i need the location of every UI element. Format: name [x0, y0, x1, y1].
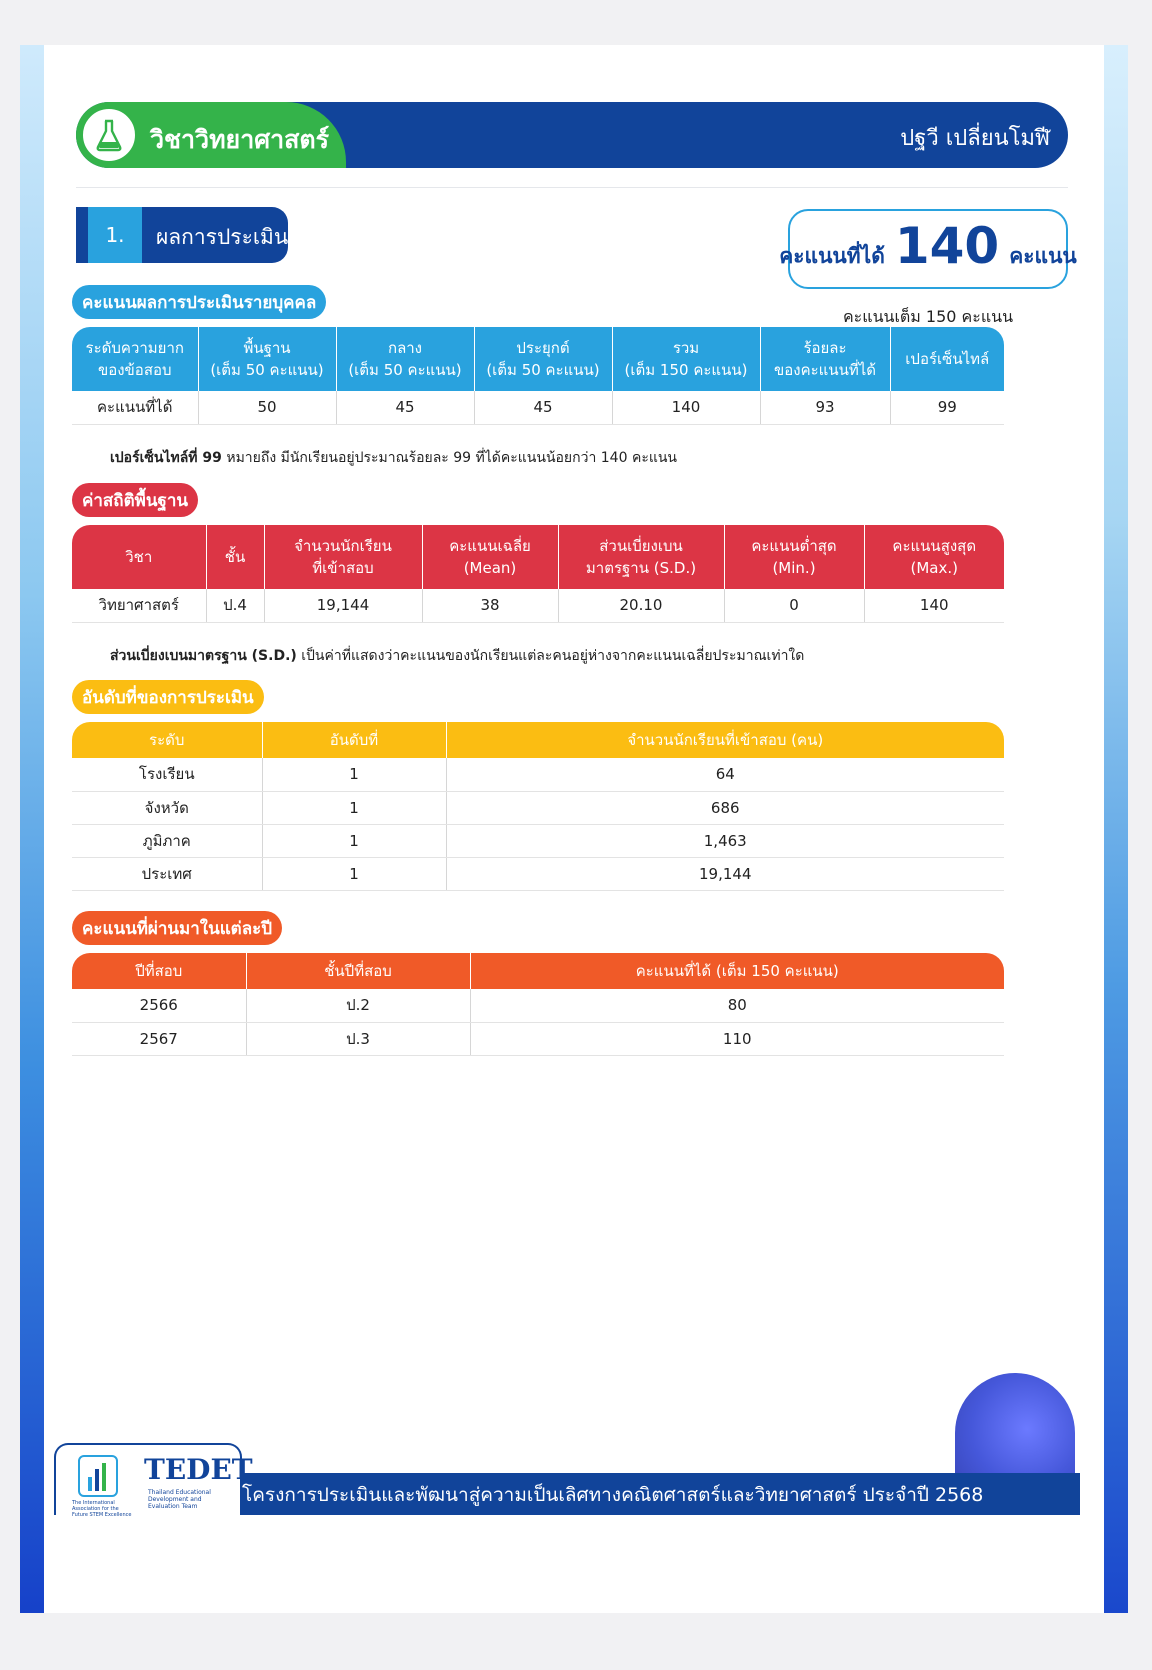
- left-decorative-rail: [20, 45, 44, 1613]
- col-header: ประยุกต์ (เต็ม 50 คะแนน): [474, 327, 612, 391]
- report-page: [20, 45, 1128, 1613]
- score-label: คะแนนที่ได้: [779, 244, 885, 268]
- table-row: 2567 ป.3 110: [72, 1022, 1004, 1055]
- right-decorative-rail: [1104, 45, 1128, 1613]
- col-header: อันดับที่: [262, 722, 446, 758]
- col-header: ระดับความยาก ของข้อสอบ: [72, 327, 198, 391]
- student-name: ปฐวี เปลี่ยนโมฬี: [900, 126, 1050, 151]
- score-value: 140: [894, 217, 1000, 275]
- full-score-note: คะแนนเต็ม 150 คะแนน: [842, 307, 1014, 326]
- col-header: วิชา: [72, 525, 206, 589]
- project-title: โครงการประเมินและพัฒนาสู่ความเป็นเลิศทางคณิตศาสตร์และวิทยาศาสตร์ ประจำปี 2568: [242, 1484, 984, 1506]
- header-divider: [76, 187, 1068, 188]
- col-header: ร้อยละ ของคะแนนที่ได้: [760, 327, 890, 391]
- percentile-note: เปอร์เซ็นไทล์ที่ 99 หมายถึง มีนักเรียนอยู่ประมาณร้อยละ 99 ที่ได้คะแนนน้อยกว่า 140 คะแนน: [110, 450, 677, 466]
- stats-heading: ค่าสถิติพื้นฐาน: [72, 483, 198, 517]
- col-header: คะแนนต่ำสุด (Min.): [724, 525, 864, 589]
- col-header: ระดับ: [72, 722, 262, 758]
- col-header: รวม (เต็ม 150 คะแนน): [612, 327, 760, 391]
- table-row: จังหวัด 1 686: [72, 791, 1004, 824]
- total-score-box: [779, 209, 1077, 289]
- table-row: โรงเรียน 1 64: [72, 758, 1004, 791]
- col-header: เปอร์เซ็นไทล์: [890, 327, 1004, 391]
- header-bar: [76, 102, 1068, 168]
- individual-score-heading: คะแนนผลการประเมินรายบุคคล: [72, 285, 326, 319]
- col-header: ชั้น: [206, 525, 264, 589]
- score-unit: คะแนน: [1009, 244, 1077, 268]
- table-row: 2566 ป.2 80: [72, 989, 1004, 1022]
- col-header: พื้นฐาน (เต็ม 50 คะแนน): [198, 327, 336, 391]
- section-number: 1.: [88, 207, 142, 263]
- col-header: ปีที่สอบ: [72, 953, 246, 989]
- section-title: ผลการประเมิน: [156, 225, 289, 249]
- col-header: คะแนนที่ได้ (เต็ม 150 คะแนน): [470, 953, 1004, 989]
- chart-logo-icon: [78, 1455, 118, 1497]
- subject-title: วิชาวิทยาศาสตร์: [150, 125, 330, 154]
- col-header: จำนวนนักเรียน ที่เข้าสอบ: [264, 525, 422, 589]
- table-row: คะแนนที่ได้ 50 45 45 140 93 99: [72, 391, 1004, 424]
- col-header: คะแนนสูงสุด (Max.): [864, 525, 1004, 589]
- stats-table: [72, 525, 1004, 623]
- col-header: ชั้นปีที่สอบ: [246, 953, 470, 989]
- table-row: ประเทศ 1 19,144: [72, 857, 1004, 890]
- history-table: [72, 953, 1004, 1056]
- col-header: จำนวนนักเรียนที่เข้าสอบ (คน): [446, 722, 1004, 758]
- table-row: วิทยาศาสตร์ ป.4 19,144 38 20.10 0 140: [72, 589, 1004, 622]
- ranking-table: [72, 722, 1004, 891]
- col-header: ส่วนเบี่ยงเบน มาตรฐาน (S.D.): [558, 525, 724, 589]
- history-heading: คะแนนที่ผ่านมาในแต่ละปี: [72, 911, 282, 945]
- individual-score-table: [72, 327, 1004, 425]
- section-heading: [76, 207, 288, 263]
- sd-note: ส่วนเบี่ยงเบนมาตรฐาน (S.D.) เป็นค่าที่แสดงว่าคะแนนของนักเรียนแต่ละคนอยู่ห่างจากคะแนนเฉลี่ยประมาณเท่าใด: [110, 648, 805, 664]
- ranking-heading: อันดับที่ของการประเมิน: [72, 680, 264, 714]
- col-header: คะแนนเฉลี่ย (Mean): [422, 525, 558, 589]
- flask-icon: [80, 106, 138, 164]
- col-header: กลาง (เต็ม 50 คะแนน): [336, 327, 474, 391]
- tedet-logo: TEDET Thailand Educational Development and Evaluation Team The International Association for the Future STEM Excellence: [54, 1443, 242, 1515]
- table-row: ภูมิภาค 1 1,463: [72, 824, 1004, 857]
